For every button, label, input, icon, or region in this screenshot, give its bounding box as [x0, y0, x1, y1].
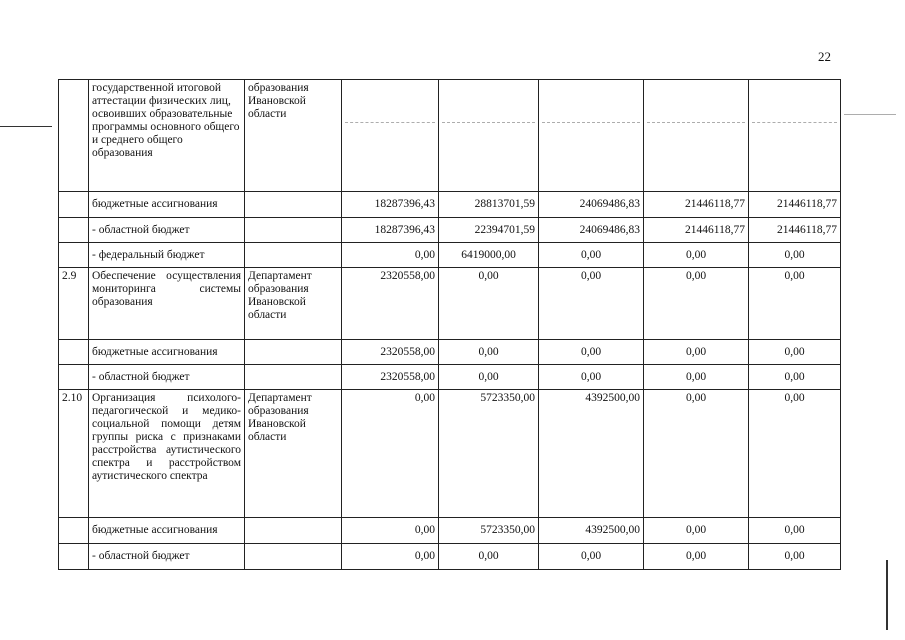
row-number [59, 340, 89, 365]
value-cell: 0,00 [644, 243, 749, 268]
value-cell: 21446118,77 [749, 192, 841, 218]
value-cell: 0,00 [749, 365, 841, 390]
row-executor [245, 518, 342, 544]
row-executor: образования Ивановской области [245, 80, 342, 192]
value-cell: 0,00 [539, 544, 644, 570]
value-cell: 0,00 [539, 243, 644, 268]
budget-table [58, 79, 841, 570]
row-executor [245, 192, 342, 218]
value-cell: 24069486,83 [539, 218, 644, 243]
value-cell: 0,00 [644, 340, 749, 365]
row-executor [245, 544, 342, 570]
table-row [59, 518, 841, 544]
row-name: Организация психолого-педагогической и медико-социальной помощи детям группы риска с признаками расстройства аутистического спектра и расстройством аутистического спектра [89, 390, 245, 518]
row-executor: Департамент образования Ивановской области [245, 268, 342, 340]
value-cell: 18287396,43 [342, 192, 439, 218]
row-number [59, 544, 89, 570]
row-executor [245, 218, 342, 243]
row-name: государственной итоговой аттестации физических лиц, освоивших образовательные программы основного общего и среднего общего образования [89, 80, 245, 192]
row-number [59, 243, 89, 268]
value-cell: 0,00 [749, 268, 841, 340]
row-name: бюджетные ассигнования [89, 518, 245, 544]
value-cell: 5723350,00 [439, 390, 539, 518]
row-number [59, 518, 89, 544]
row-name: бюджетные ассигнования [89, 340, 245, 365]
row-executor [245, 243, 342, 268]
value-cell: 0,00 [439, 544, 539, 570]
value-cell: 0,00 [749, 390, 841, 518]
row-executor [245, 340, 342, 365]
table-row [59, 192, 841, 218]
table-row [59, 268, 841, 340]
scan-artifact-right-dash [844, 114, 896, 115]
table-row [59, 340, 841, 365]
table-row [59, 243, 841, 268]
value-cell: 0,00 [342, 243, 439, 268]
value-cell: 0,00 [644, 390, 749, 518]
value-cell: 0,00 [439, 268, 539, 340]
row-number [59, 365, 89, 390]
value-cell: 2320558,00 [342, 365, 439, 390]
scan-artifact-right-edge [886, 560, 888, 630]
value-cell: 0,00 [644, 268, 749, 340]
row-name: Обеспечение осуществления мониторинга системы образования [89, 268, 245, 340]
value-cell [644, 80, 749, 192]
row-number: 2.9 [59, 268, 89, 340]
value-cell: 0,00 [644, 365, 749, 390]
table-row [59, 544, 841, 570]
value-cell: 6419000,00 [439, 243, 539, 268]
value-cell: 0,00 [539, 268, 644, 340]
value-cell: 0,00 [749, 340, 841, 365]
page-number: 22 [818, 49, 831, 64]
table-row [59, 390, 841, 518]
row-number: 2.10 [59, 390, 89, 518]
value-cell: 5723350,00 [439, 518, 539, 544]
value-cell: 0,00 [342, 518, 439, 544]
value-cell: 2320558,00 [342, 340, 439, 365]
value-cell [749, 80, 841, 192]
value-cell [539, 80, 644, 192]
value-cell: 0,00 [439, 365, 539, 390]
row-number [59, 192, 89, 218]
table-row [59, 365, 841, 390]
scan-artifact-left [0, 126, 52, 127]
value-cell: 0,00 [749, 518, 841, 544]
value-cell: 0,00 [439, 340, 539, 365]
value-cell: 22394701,59 [439, 218, 539, 243]
row-name: бюджетные ассигнования [89, 192, 245, 218]
value-cell: 0,00 [342, 544, 439, 570]
value-cell: 2320558,00 [342, 268, 439, 340]
value-cell: 0,00 [644, 518, 749, 544]
value-cell: 21446118,77 [644, 192, 749, 218]
value-cell: 21446118,77 [749, 218, 841, 243]
table-row [59, 218, 841, 243]
row-executor [245, 365, 342, 390]
value-cell: 18287396,43 [342, 218, 439, 243]
value-cell: 0,00 [644, 544, 749, 570]
value-cell [342, 80, 439, 192]
row-name: - областной бюджет [89, 365, 245, 390]
value-cell: 24069486,83 [539, 192, 644, 218]
row-name: - федеральный бюджет [89, 243, 245, 268]
value-cell: 0,00 [539, 365, 644, 390]
row-name: - областной бюджет [89, 544, 245, 570]
value-cell: 0,00 [342, 390, 439, 518]
value-cell: 0,00 [539, 340, 644, 365]
table-row [59, 80, 841, 192]
row-number [59, 218, 89, 243]
value-cell: 0,00 [749, 243, 841, 268]
value-cell: 4392500,00 [539, 390, 644, 518]
row-executor: Департамент образования Ивановской области [245, 390, 342, 518]
value-cell: 4392500,00 [539, 518, 644, 544]
value-cell: 0,00 [749, 544, 841, 570]
value-cell: 21446118,77 [644, 218, 749, 243]
row-number [59, 80, 89, 192]
row-name: - областной бюджет [89, 218, 245, 243]
value-cell [439, 80, 539, 192]
value-cell: 28813701,59 [439, 192, 539, 218]
